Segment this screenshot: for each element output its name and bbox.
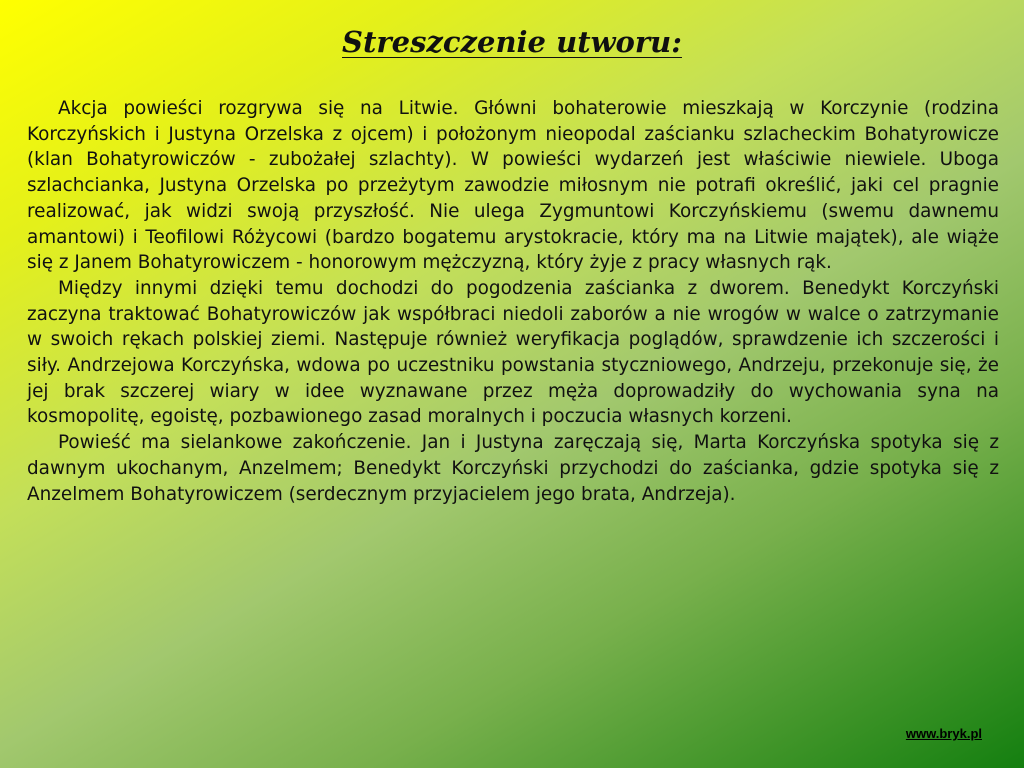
paragraph-3: Powieść ma sielankowe zakończenie. Jan i Justyna zaręczają się, Marta Korczyńska spotyka się z dawnym ukochanym, Anzelmem; Benedykt Korczyński przychodzi do zaścianka, gdzie spotyka się z Anzelmem Bohatyrowiczem (serdecznym przyjacielem jego brata, Andrzeja). bbox=[27, 432, 999, 505]
paragraph-1: Akcja powieści rozgrywa się na Litwie. Główni bohaterowie mieszkają w Korczynie (rodzina Korczyńskich i Justyna Orzelska z ojcem) i położonym nieopodal zaścianku szlacheckim Bohatyrowicze (klan Bohatyrowiczów - zubożałej szlachty). W powieści wydarzeń jest właściwie niewiele. Uboga szlachcianka, Justyna Orzelska po przeżytym zawodzie miłosnym nie potrafi określić, jaki cel pragnie realizować, jak widzi swoją przyszłość. Nie ulega Zygmuntowi Korczyńskiemu (swemu dawnemu amantowi) i Teofilowi Różycowi (bardzo bogatemu arystokracie, który ma na Litwie majątek), ale wiąże się z Janem Bohatyrowiczem - honorowym mężczyzną, który żyje z pracy własnych rąk. bbox=[27, 98, 999, 274]
slide-title bbox=[0, 22, 1024, 62]
slide-title-text: Streszczenie utworu: bbox=[342, 25, 682, 59]
paragraph-2: Między innymi dzięki temu dochodzi do pogodzenia zaścianka z dworem. Benedykt Korczyński zaczyna traktować Bohatyrowiczów jak współbraci niedoli zaborów a nie wrogów w walce o zatrzymanie w swoich rękach polskiej ziemi. Następuje również weryfikacja poglądów, sprawdzenie ich szczerości i siły. Andrzejowa Korczyńska, wdowa po uczestniku powstania styczniowego, Andrzeju, przekonuje się, że jej brak szczerej wiary w idee wyznawane przez męża doprowadziły do wychowania syna na kosmopolitę, egoistę, pozbawionego zasad moralnych i poczucia własnych korzeni. bbox=[27, 277, 999, 428]
footer-link[interactable]: www.bryk.pl bbox=[905, 726, 982, 741]
summary-text bbox=[27, 96, 999, 507]
